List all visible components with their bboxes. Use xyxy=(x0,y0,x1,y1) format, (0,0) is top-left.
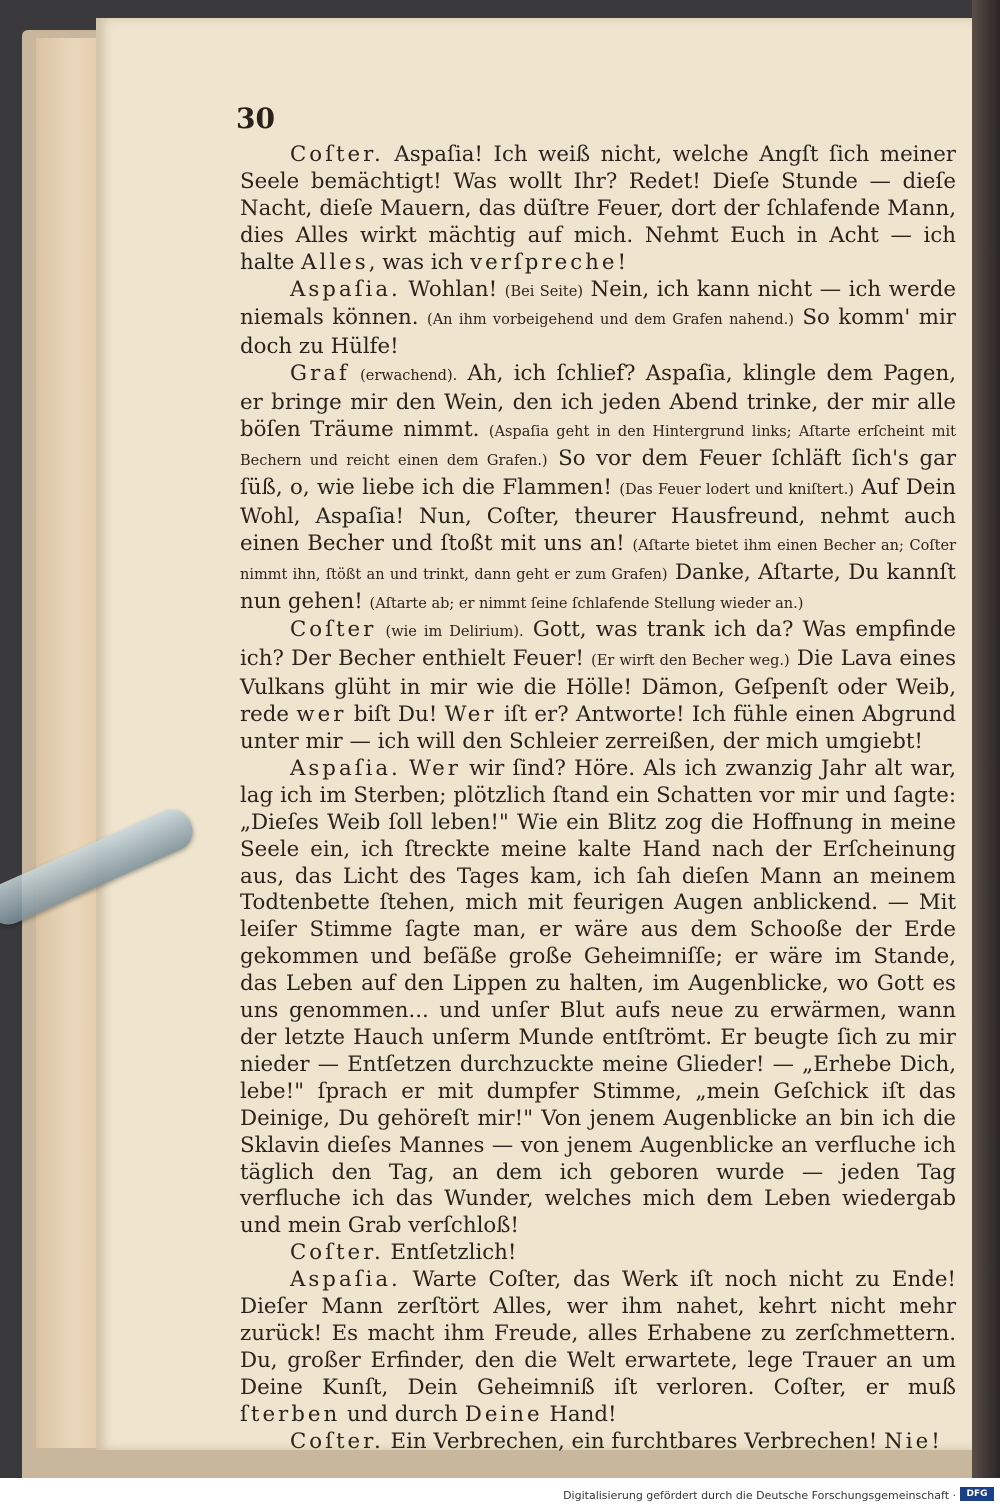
text-run: Wohlan! xyxy=(400,276,505,302)
spaced-text: Coſter. xyxy=(290,1428,384,1454)
paragraph xyxy=(240,1267,956,1428)
text-run: wir ſind? Höre. Als ich zwanzig Jahr alt war, lag ich im Sterben; plötzlich ſtand ein Schatten vor mir und ſagte: „Dieſes Weib ſoll leben!" Wie ein Blitz zog die Hoffnung in meine Seele ein, ich ſtreckte meine kalte Hand nach der Erſcheinung aus, das Licht des Tages kam, ich ſah dieſen Mann an meinem Todtenbette ſtehen, mich mit feurigen Augen anblickend. — Mit leiſer Stimme ſagte man, er wäre aus dem Schooße der Erde gekommen und beſäße große Geheimniſſe; er wäre im Stande, das Leben auf den Lippen zu halten, im Augenblicke, wo Gott es uns genommen... und unſer Blut aufs neue zu erwärmen, wann der letzte Hauch unſerm Munde entſtrömt. Er beugte ſich zu mir nieder — Entſetzen durchzuckte meine Glieder! — „Erhebe Dich, lebe!" ſprach er mit dumpfer Stimme, „mein Geſchick iſt das Deinige, Du gehöreſt mir!" Von jenem Augenblicke an bin ich die Sklavin dieſes Mannes — von jenem Augenblicke an verfluche ich täglich den Tag, an dem ich geboren wurde — jeden Tag verfluche ich das Wunder, welches mich dem Leben wiedergab und mein Grab verſchloß! xyxy=(240,755,956,1239)
text-run: und durch xyxy=(340,1401,465,1427)
stage-direction: (Bei Seite) xyxy=(504,283,583,300)
text-run: So vor dem Feuer ſchläft ſich's gar ſüß, o, wie liebe ich die Flammen! xyxy=(240,445,956,500)
text-run: So komm' mir doch zu Hülfe! xyxy=(240,305,956,360)
book-spine xyxy=(972,0,1000,1508)
stage-direction: (Er wirft den Becher weg.) xyxy=(591,653,790,670)
stage-direction: (An ihm vorbeigehend und dem Grafen nahend.) xyxy=(427,312,794,329)
paragraph xyxy=(240,361,956,617)
paragraph xyxy=(240,142,956,277)
text-run: Nein, ich kann nicht — ich werde niemals können. xyxy=(240,276,956,331)
text-run xyxy=(401,756,409,781)
stage-direction: (Aſtarte ab; er nimmt ſeine ſchlafende Stellung wieder an.) xyxy=(369,595,804,612)
spaced-text: Wer xyxy=(409,755,461,781)
spaced-text: Graf xyxy=(290,361,350,387)
digitization-credit: Digitalisierung gefördert durch die Deutsche Forschungsgemeinschaft · xyxy=(563,1489,956,1502)
text-run: biſt Du! xyxy=(346,702,445,728)
stage-direction: (Aſtarte bietet ihm einen Becher an; Coſter nimmt ihn, ſtößt an und trinkt, dann geht er zum Grafen) xyxy=(240,537,957,583)
spaced-text: ſterben xyxy=(240,1401,341,1427)
text-run: Die Lava eines Vulkans glüht in mir wie die Hölle! Dämon, Geſpenſt oder Weib, rede xyxy=(240,646,957,728)
paragraph xyxy=(240,617,956,756)
text-run: ! xyxy=(617,249,627,275)
text-run: iſt er? Antworte! Ich fühle einen Abgrund unter mir — ich will den Schleier zerreißen, der mich umgiebt! xyxy=(240,702,957,755)
text-run xyxy=(350,361,360,386)
text-run: Entſetzlich! xyxy=(383,1240,517,1266)
text-run: , was ich xyxy=(368,249,471,275)
stage-direction: (Aspaſia geht in den Hintergrund links; Aſtarte erſcheint mit Bechern und reicht einen dem Grafen.) xyxy=(240,424,956,469)
text-run: Danke, Aſtarte, Du kannſt nun gehen! xyxy=(240,559,956,614)
text-run: Warte Coſter, das Werk iſt noch nicht zu Ende! Dieſer Mann zerſtört Alles, wer ihm nahet, kehrt nicht mehr zurück! Es macht ihm Freude, alles Erhabene zu zerſchmettern. Du, großer Erfinder, den die Welt erwartete, lege Trauer an um Deine Kunſt, Dein Geheimniß iſt verloren. Coſter, er muß xyxy=(240,1267,956,1400)
stage-direction: (wie im Delirium). xyxy=(385,624,524,641)
spaced-text: Nie xyxy=(884,1428,932,1454)
paragraph xyxy=(240,1240,956,1267)
spaced-text: Wer xyxy=(444,702,497,728)
dfg-logo: DFG xyxy=(960,1487,994,1501)
page-number: 30 xyxy=(236,102,275,135)
spaced-text: Aspaſia. xyxy=(290,1267,401,1293)
text-run: Aspaſia! Ich weiß nicht, welche Angſt ſich meiner Seele bemächtigt! Was wollt Ihr? Redet! Dieſe Stunde — dieſe Nacht, dieſe Mauern, das düſtre Feuer, dort der ſchlafende Mann, dies Alles wirkt mächtig auf mich. Nehmt Euch in Acht — ich halte xyxy=(240,142,956,275)
text-run: Ein Verbrechen, ein furchtbares Verbrechen! xyxy=(383,1428,885,1454)
text-run xyxy=(376,617,385,642)
page-text xyxy=(240,142,956,1456)
text-run: Ah, ich ſchlief? Aspaſia, klingle dem Pagen, er bringe mir den Wein, den ich jeden Abend trinke, der mir alle böſen Träume nimmt. xyxy=(240,361,956,443)
spaced-text: wer xyxy=(296,702,347,728)
spaced-text: Aspaſia. xyxy=(290,276,401,302)
paragraph xyxy=(240,1429,956,1456)
text-run: Auf Dein Wohl, Aspaſia! Nun, Coſter, theurer Hausfreund, nehmt auch einen Becher und ſtoßt mit uns an! xyxy=(240,474,957,556)
spaced-text: Coſter xyxy=(290,617,377,643)
spaced-text: Deine xyxy=(464,1401,543,1427)
spaced-text: Coſter. xyxy=(290,1240,384,1266)
spaced-text: Aspaſia. xyxy=(290,755,401,781)
stage-direction: (erwachend). xyxy=(360,368,458,385)
spaced-text: verſpreche xyxy=(470,249,618,275)
paragraph xyxy=(240,277,956,362)
paragraph xyxy=(240,756,956,1240)
text-run: Gott, was trank ich da? Was empfinde ich? Der Becher enthielt Feuer! xyxy=(240,617,956,672)
text-run: ! xyxy=(931,1428,940,1454)
text-run: Hand! xyxy=(542,1401,617,1427)
stage-direction: (Das Feuer lodert und kniſtert.) xyxy=(619,481,854,498)
spaced-text: Coſter. xyxy=(290,142,384,167)
spaced-text: Alles xyxy=(301,249,369,275)
